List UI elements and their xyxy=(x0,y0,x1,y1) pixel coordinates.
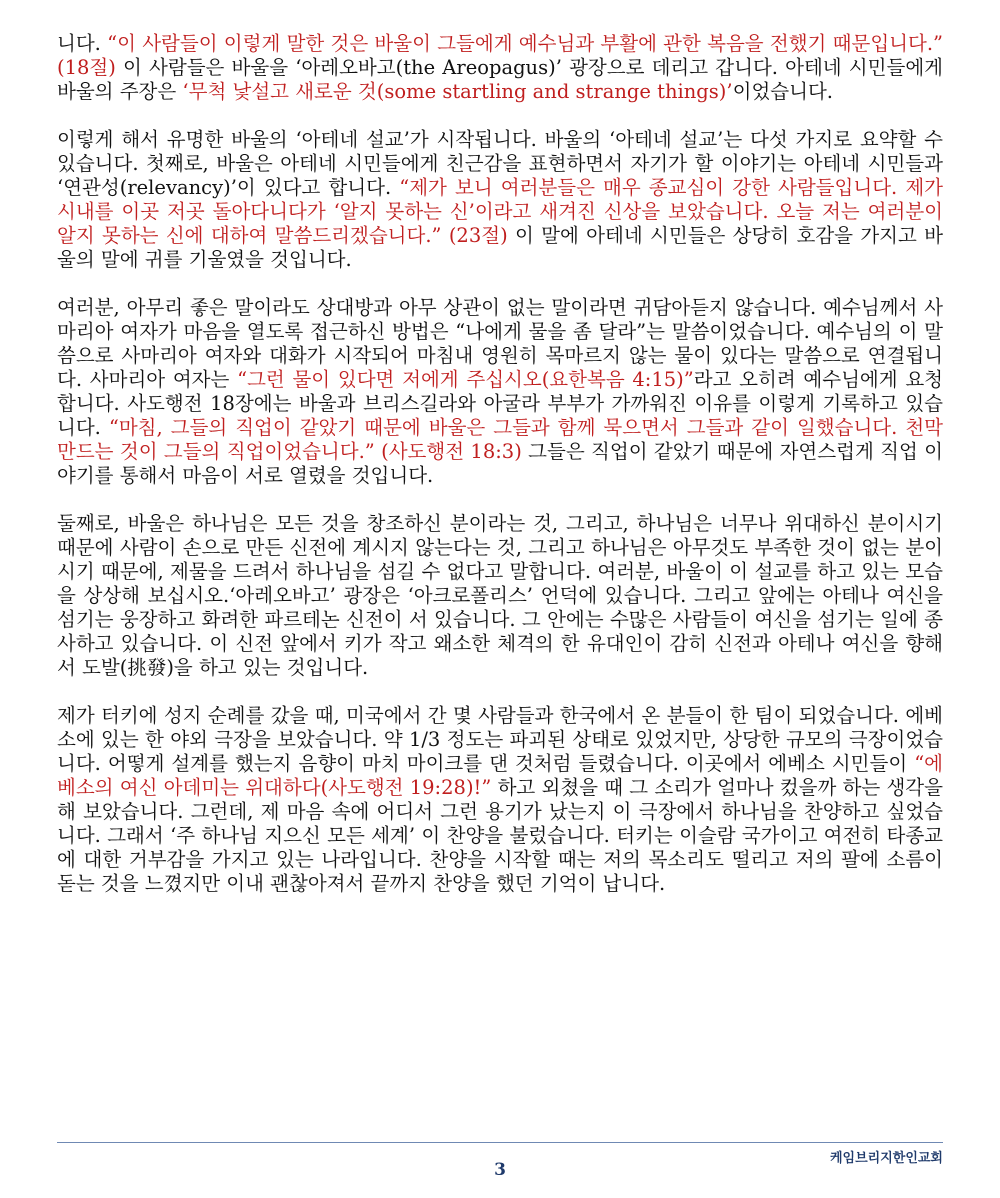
text-run: 둘째로, 바울은 하나님은 모든 것을 창조하신 분이라는 것, 그리고, 하나님은 너무나 위대하신 분이시기 때문에 사람이 손으로 만든 신전에 계시지 않는다는 것, 그리고 하나님은 아무것도 부족한 것이 없는 분이시기 때문에, 제물을 드려서 하나님을 섬길 수 없다고 말합니다. 여러분, 바울이 이 설교를 하고 있는 모습을 상상해 보십시오.‘아레오바고’ 광장은 ‘아크로폴리스’ 언덕에 있습니다. 그리고 앞에는 아테나 여신을 섬기는 웅장하고 화려한 파르테논 신전이 서 있습니다. 그 안에는 수많은 사람들이 여신을 섬기는 일에 종사하고 있습니다. 이 신전 앞에서 키가 작고 왜소한 체격의 한 유대인이 감히 신전과 아테나 여신을 향해서 도발(挑發)을 하고 있는 것입니다. xyxy=(57,512,943,679)
scripture-quote: “에베소의 여신 아데미는 위대하다(사도행전 19:28)!” xyxy=(57,752,943,799)
text-run: 이 사람들은 바울을 ‘아레오바고(the Areopagus)’ 광장으로 데리고 갑니다. 아테네 시민들에게 바울의 주장은 xyxy=(57,56,943,103)
document-body xyxy=(57,32,943,920)
scripture-quote: “제가 보니 여러분들은 매우 종교심이 강한 사람들입니다. 제가 시내를 이곳 저곳 돌아다니다가 ‘알지 못하는 신’이라고 새겨진 신상을 보았습니다. 오늘 저는 여러분이 알지 못하는 신에 대하여 말씀드리겠습니다.” (23절) xyxy=(57,176,943,247)
text-run: 이었습니다. xyxy=(732,80,833,103)
text-run: 이렇게 해서 유명한 바울의 ‘아테네 설교’가 시작됩니다. 바울의 ‘아테네 설교’는 다섯 가지로 요약할 수 있습니다. 첫째로, 바울은 아테네 시민들에게 친근감을 표현하면서 자기가 할 이야기는 아테네 시민들과 ‘연관성(relevancy)’이 있다고 합니다. xyxy=(57,128,943,199)
text-run: 제가 터키에 성지 순례를 갔을 때, 미국에서 간 몇 사람들과 한국에서 온 분들이 한 팀이 되었습니다. 에베소에 있는 한 야외 극장을 보았습니다. 약 1/3 정도는 파괴된 상태로 있었지만, 상당한 규모의 극장이었습니다. 어떻게 설계를 했는지 음향이 마치 마이크를 댄 것처럼 들렸습니다. 이곳에서 에베소 시민들이 xyxy=(57,704,943,775)
paragraph-5 xyxy=(57,704,943,896)
paragraph-4 xyxy=(57,512,943,680)
text-run: 하고 외쳤을 때 그 소리가 얼마나 컸을까 하는 생각을 해 보았습니다. 그런데, 제 마음 속에 어디서 그런 용기가 났는지 이 극장에서 하나님을 찬양하고 싶었습니다. 그래서 ‘주 하나님 지으신 모든 세계’ 이 찬양을 불렀습니다. 터키는 이슬람 국가이고 여전히 타종교에 대한 거부감을 가지고 있는 나라입니다. 찬양을 시작할 때는 저의 목소리도 떨리고 저의 팔에 소름이 돋는 것을 느꼈지만 이내 괜찮아져서 끝까지 찬양을 했던 기억이 납니다. xyxy=(57,776,943,895)
text-run: 이 말에 아테네 시민들은 상당히 호감을 가지고 바울의 말에 귀를 기울였을 것입니다. xyxy=(57,224,943,271)
text-run: 라고 오히려 예수님에게 요청합니다. 사도행전 18장에는 바울과 브리스길라와 아굴라 부부가 가까워진 이유를 이렇게 기록하고 있습니다. xyxy=(57,368,943,439)
page-number: 3 xyxy=(494,1160,506,1180)
scripture-quote: ‘무척 낯설고 새로운 것(some startling and strange things)’ xyxy=(182,80,733,103)
text-run: 그들은 직업이 같았기 때문에 자연스럽게 직업 이야기를 통해서 마음이 서로 열렸을 것입니다. xyxy=(57,440,943,487)
paragraph-3 xyxy=(57,296,943,488)
text-run: 니다. xyxy=(57,32,108,55)
paragraph-2 xyxy=(57,128,943,272)
footer-divider xyxy=(57,1142,943,1143)
scripture-quote: “그런 물이 있다면 저에게 주십시오(요한복음 4:15)” xyxy=(237,368,694,391)
text-run: 여러분, 아무리 좋은 말이라도 상대방과 아무 상관이 없는 말이라면 귀담아듣지 않습니다. 예수님께서 사마리아 여자가 마음을 열도록 접근하신 방법은 “나에게 물을 좀 달라”는 말씀이었습니다. 예수님의 이 말씀으로 사마리아 여자와 대화가 시작되어 마침내 영원히 목마르지 않는 물이 있다는 말씀으로 연결됩니다. 사마리아 여자는 xyxy=(57,296,943,391)
church-name: 케임브리지한인교회 xyxy=(829,1151,943,1166)
scripture-quote: “마침, 그들의 직업이 같았기 때문에 바울은 그들과 함께 묵으면서 그들과 같이 일했습니다. 천막 만드는 것이 그들의 직업이었습니다.” (사도행전 18:3) xyxy=(57,416,943,463)
paragraph-1 xyxy=(57,32,943,104)
scripture-quote: “이 사람들이 이렇게 말한 것은 바울이 그들에게 예수님과 부활에 관한 복음을 전했기 때문입니다.” (18절) xyxy=(57,32,943,79)
